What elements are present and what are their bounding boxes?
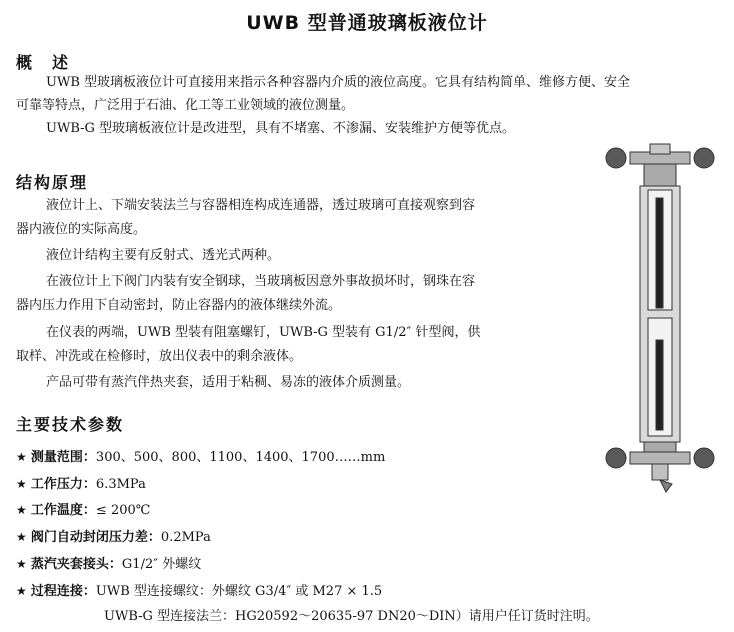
principle-line-2: 器内液位的实际高度。 <box>16 222 147 237</box>
top-left-handwheel-icon <box>606 148 626 168</box>
star-icon: ★ <box>16 584 27 598</box>
principle-line-5: 器内压力作用下自动密封，防止容器内的液体继续外流。 <box>16 298 342 313</box>
top-plug <box>650 144 670 154</box>
spec-value: UWB 型连接螺纹：外螺纹 G3/4″ 或 M27 × 1.5 <box>95 584 383 599</box>
principle-line-3: 液位计结构主要有反射式、透光式两种。 <box>46 248 281 263</box>
spec-key: 工作压力： <box>30 477 96 492</box>
principle-line-7: 取样、冲洗或在检修时，放出仪表中的剩余液体。 <box>16 349 303 364</box>
principle-line-1: 液位计上、下端安装法兰与容器相连构成连通器，透过玻璃可直接观察到容 <box>46 198 476 213</box>
bottom-valve-body <box>630 452 690 464</box>
liquid-column-upper <box>656 198 663 308</box>
bottom-left-handwheel-icon <box>606 448 626 468</box>
spec-key: 工作温度： <box>30 503 96 518</box>
overview-line-2: 可靠等特点，广泛用于石油、化工等工业领域的液位测量。 <box>16 98 355 113</box>
star-icon: ★ <box>16 477 27 491</box>
page-title: UWB 型普通玻璃板液位计 <box>246 12 488 34</box>
liquid-column-lower <box>656 340 663 430</box>
spec-item <box>16 553 201 572</box>
spec-key: 过程连接： <box>30 584 96 599</box>
spec-value: ≤ 200℃ <box>95 503 151 518</box>
spec-value: 6.3MPa <box>95 477 146 492</box>
section-heading-overview: 概 述 <box>16 53 71 72</box>
spec-key: 阀门自动封闭压力差： <box>30 530 161 545</box>
spec-value: G1/2″ 外螺纹 <box>121 557 202 572</box>
principle-line-4: 在液位计上下阀门内装有安全钢球，当玻璃板因意外事故损坏时，钢珠在容 <box>46 274 476 289</box>
drain-stem <box>652 464 668 480</box>
spec-extra-line: UWB-G 型连接法兰：HG20592～20635-97 DN20～DIN）请用户任订货时注明。 <box>104 609 599 624</box>
drain-needle-valve <box>660 480 672 492</box>
principle-line-8: 产品可带有蒸汽伴热夹套，适用于粘稠、易冻的液体介质测量。 <box>46 375 411 390</box>
overview-line-3: UWB-G 型玻璃板液位计是改进型，具有不堵塞、不渗漏、安装维护方便等优点。 <box>46 121 516 136</box>
star-icon: ★ <box>16 450 27 464</box>
star-icon: ★ <box>16 557 27 571</box>
spec-value: 300、500、800、1100、1400、1700……mm <box>95 450 386 465</box>
bottom-right-handwheel-icon <box>694 448 714 468</box>
principle-line-6: 在仪表的两端，UWB 型装有阻塞螺钉，UWB-G 型装有 G1/2″ 针型阀，供 <box>46 325 481 340</box>
overview-line-1: UWB 型玻璃板液位计可直接用来指示各种容器内介质的液位高度。它具有结构简单、维修方便、安全 <box>46 75 631 90</box>
spec-value: 0.2MPa <box>160 530 211 545</box>
level-gauge-illustration <box>600 140 720 500</box>
spec-key: 蒸汽夹套接头： <box>30 557 122 572</box>
star-icon: ★ <box>16 530 27 544</box>
section-heading-specs: 主要技术参数 <box>16 415 125 434</box>
spec-item <box>16 526 211 545</box>
spec-item <box>16 473 146 492</box>
spec-key: 测量范围： <box>30 450 96 465</box>
top-fitting <box>644 164 676 186</box>
spec-item <box>16 446 385 465</box>
section-heading-principle: 结构原理 <box>16 173 89 192</box>
star-icon: ★ <box>16 503 27 517</box>
spec-item <box>16 580 382 599</box>
top-right-handwheel-icon <box>694 148 714 168</box>
spec-item <box>16 499 150 518</box>
